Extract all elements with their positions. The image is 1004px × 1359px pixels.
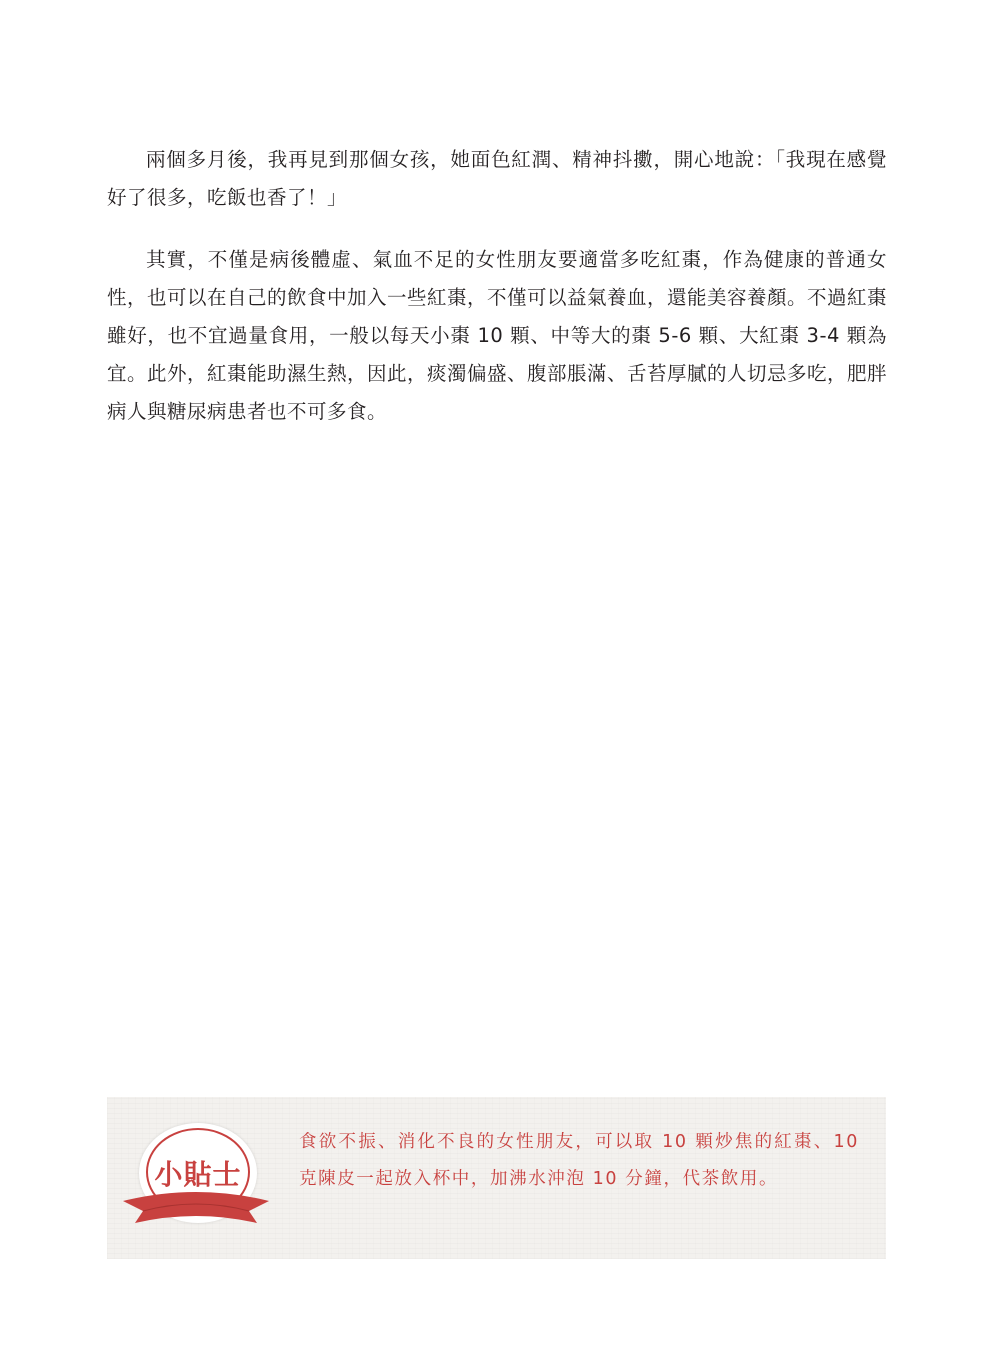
tip-badge <box>121 1123 271 1233</box>
article-paragraph-1: 兩個多月後，我再見到那個女孩，她面色紅潤、精神抖擻，開心地說：「我現在感覺好了很多，吃飯也香了！」 <box>107 148 887 209</box>
tip-box <box>107 1097 886 1259</box>
tip-badge-label: 小貼士 <box>154 1158 242 1191</box>
tip-text: 食欲不振、消化不良的女性朋友，可以取 10 顆炒焦的紅棗、10 克陳皮一起放入杯中，加沸水沖泡 10 分鐘，代茶飲用。 <box>299 1132 859 1189</box>
article-paragraph-2: 其實，不僅是病後體虛、氣血不足的女性朋友要適當多吃紅棗，作為健康的普通女性，也可以在自己的飲食中加入一些紅棗，不僅可以益氣養血，還能美容養顏。不過紅棗雖好，也不宜過量食用，一般以每天小棗 10 顆、中等大的棗 5-6 顆、大紅棗 3-4 顆為宜。此外，紅棗能助濕生熱，因此，痰濁偏盛、腹部脹滿、舌苔厚膩的人切忌多吃，肥胖病人與糖尿病患者也不可多食。 <box>107 248 888 423</box>
